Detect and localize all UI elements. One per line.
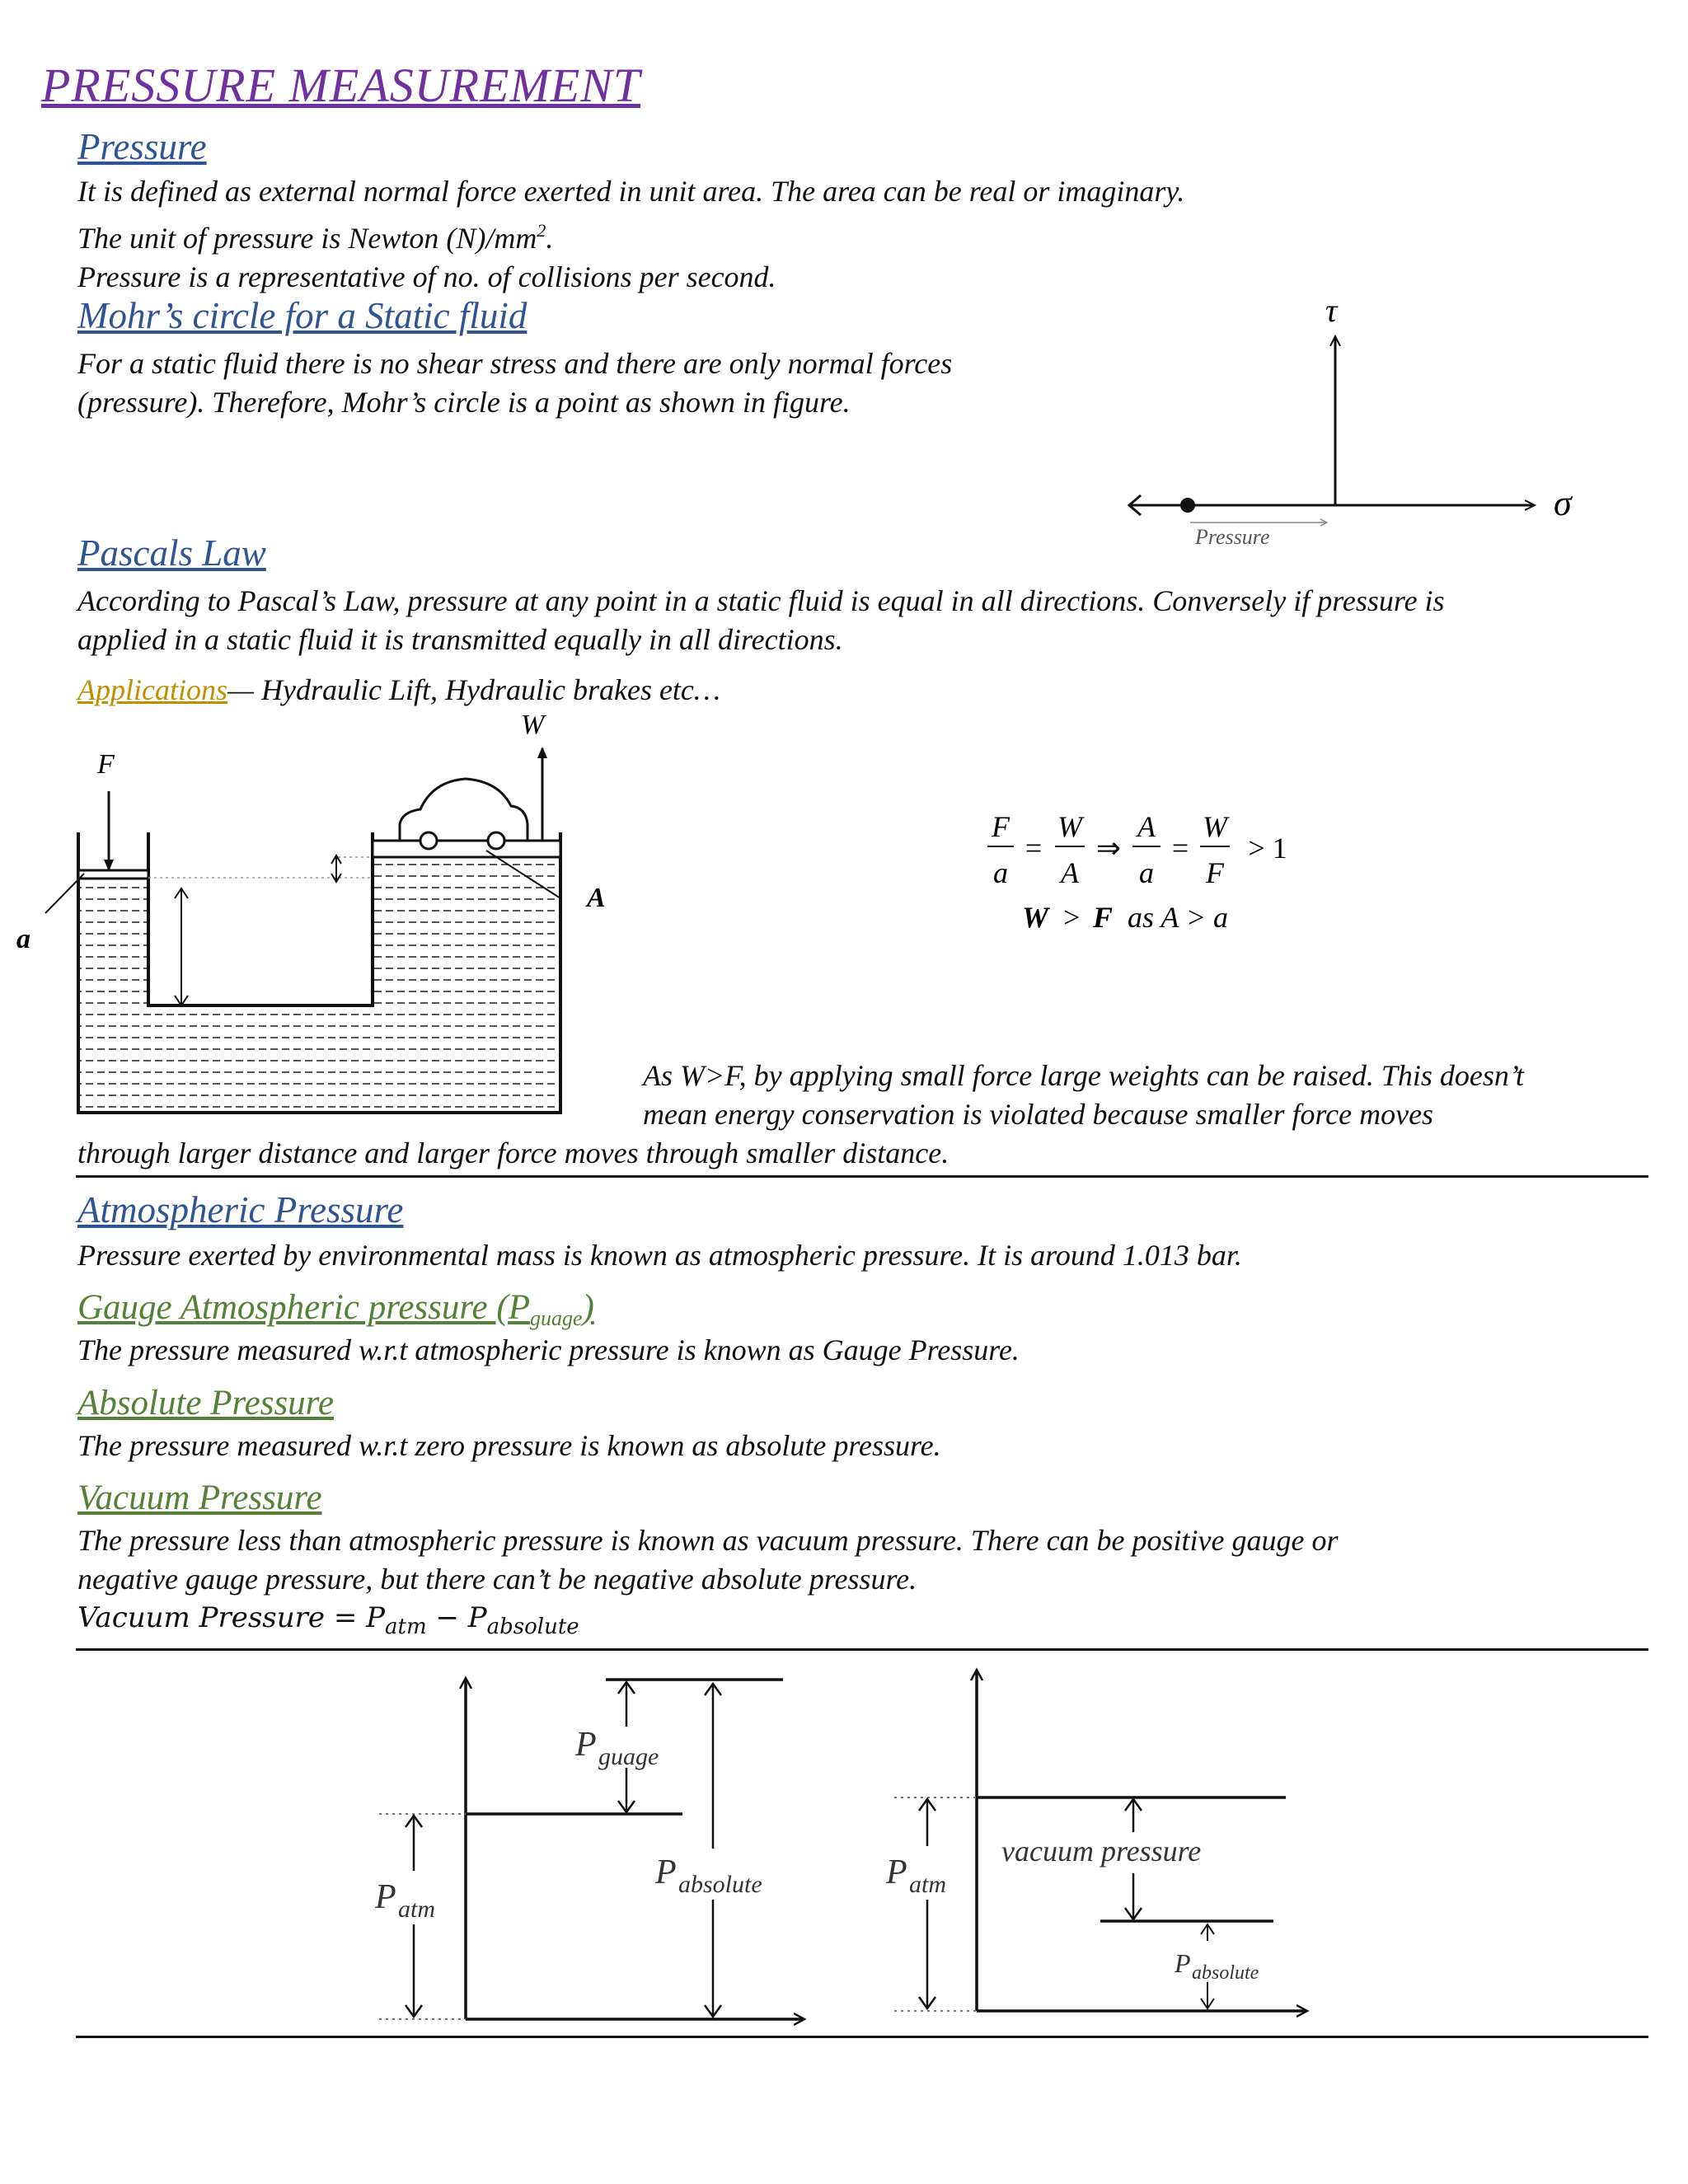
car-wheel-right <box>488 832 504 849</box>
pressure-text <box>77 172 1184 297</box>
area-a-label: a <box>16 924 30 954</box>
force-label: F <box>97 749 115 780</box>
patm-left-P: P <box>375 1878 396 1916</box>
pguage-P: P <box>575 1726 597 1764</box>
large-piston <box>373 841 560 857</box>
eq-gt-one: > 1 <box>1248 832 1287 865</box>
vacuum-formula <box>77 1599 1339 1647</box>
unit-period: . <box>546 222 554 255</box>
applications-link[interactable]: Applications <box>77 673 227 706</box>
eq-f4-den: F <box>1206 856 1224 889</box>
pascal-para-line-2: mean energy conservation is violated because smaller force moves <box>643 1098 1434 1131</box>
eq-f2-den: A <box>1061 856 1079 889</box>
vacuum-pressure-label: vacuum pressure <box>1001 1835 1202 1868</box>
gauge-heading-text: Gauge Atmospheric pressure (P <box>77 1288 530 1327</box>
vacuum-line-1: The pressure less than atmospheric pressure is known as vacuum pressure. There can be positive gauge or <box>77 1524 1339 1557</box>
gauge-heading <box>77 1287 594 1331</box>
unit-text: The unit of pressure is Newton (N)/mm <box>77 222 537 255</box>
gauge-line-1: The pressure measured w.r.t atmospheric pressure is known as Gauge Pressure. <box>77 1333 1020 1366</box>
mohr-heading: Mohr’s circle for a Static fluid <box>77 295 528 336</box>
mohr-text <box>77 344 952 422</box>
applications-text: — Hydraulic Lift, Hydraulic brakes etc… <box>227 673 720 706</box>
hydraulic-lift-figure <box>16 709 610 1121</box>
pabsolute-P: P <box>655 1854 677 1891</box>
vacuum-formula-p2: P <box>467 1601 487 1634</box>
eq2-gt: > <box>1063 901 1081 934</box>
pabsolute-sub: absolute <box>678 1871 762 1898</box>
vacuum-formula-lhs: Vacuum Pressure = <box>77 1601 358 1634</box>
fluid <box>78 857 560 1113</box>
vacuum-line-2: negative gauge pressure, but there can’t be negative absolute pressure. <box>77 1563 917 1596</box>
absolute-heading: Absolute Pressure <box>77 1384 334 1422</box>
pguage-sub: guage <box>598 1743 659 1770</box>
vacuum-formula-p2-sub: absolute <box>486 1615 579 1639</box>
atm-line-1: Pressure exerted by environmental mass is known as atmospheric pressure. It is around 1.013 bar. <box>77 1239 1242 1272</box>
pascal-line-2: applied in a static fluid it is transmitted equally in all directions. <box>77 623 843 656</box>
pressure-line-2 <box>77 211 1184 258</box>
pressure-line-3: Pressure is a representative of no. of collisions per second. <box>77 260 776 293</box>
eq2-F: F <box>1093 901 1114 934</box>
pabsolute-small-sub: absolute <box>1192 1962 1259 1984</box>
patm-right-P: P <box>886 1854 907 1891</box>
divider-2 <box>76 1648 1648 1651</box>
pascal-heading: Pascals Law <box>77 532 266 574</box>
patm-right-sub: atm <box>909 1871 946 1898</box>
eq-f2-num: W <box>1057 812 1082 843</box>
area-A-label: A <box>587 883 606 913</box>
eq2-W: W <box>1022 901 1049 934</box>
tau-label: τ <box>1325 297 1338 329</box>
gauge-heading-sub: guage <box>529 1306 583 1330</box>
vacuum-formula-p1: P <box>366 1601 386 1634</box>
pressure-heading: Pressure <box>77 126 207 167</box>
eq-f1-den: a <box>993 856 1008 889</box>
absolute-line-1: The pressure measured w.r.t zero pressure is known as absolute pressure. <box>77 1429 941 1462</box>
eq-equals-2: = <box>1171 832 1189 865</box>
eq-equals-1: = <box>1025 832 1043 865</box>
pressure-diagrams <box>354 1652 1343 2032</box>
pascal-equation <box>973 812 1319 944</box>
atm-heading: Atmospheric Pressure <box>77 1189 404 1230</box>
pressure-line-1: It is defined as external normal force exerted in unit area. The area can be real or imaginary. <box>77 175 1185 208</box>
vacuum-formula-p1-sub: atm <box>385 1615 427 1639</box>
sigma-label: σ <box>1554 483 1572 523</box>
gauge-heading-close: ) <box>582 1288 594 1327</box>
car <box>400 779 528 841</box>
eq-f3-num: A <box>1137 812 1156 843</box>
mohr-point <box>1180 498 1195 513</box>
car-wheel-left <box>420 832 437 849</box>
pascal-para-line-3: through larger distance and larger force moves through smaller distance. <box>77 1137 950 1169</box>
mohr-line-1: For a static fluid there is no shear stress and there are only normal forces <box>77 347 953 380</box>
vacuum-formula-minus: − <box>435 1601 459 1634</box>
small-piston <box>78 870 148 879</box>
page-title: PRESSURE MEASUREMENT <box>41 59 641 112</box>
pabsolute-small-P: P <box>1175 1948 1191 1978</box>
mohr-circle-figure <box>1104 297 1632 560</box>
gauge-diagram <box>374 1679 804 2019</box>
divider-1 <box>76 1175 1648 1178</box>
pressure-label: Pressure <box>1195 525 1270 549</box>
divider-3 <box>76 2036 1648 2038</box>
vacuum-text <box>77 1521 1339 1647</box>
eq-f3-den: a <box>1139 856 1154 889</box>
weight-label: W <box>521 710 545 740</box>
eq2-rest: as A > a <box>1128 901 1228 934</box>
pascal-para-top <box>643 1057 1524 1134</box>
pascal-line-1: According to Pascal’s Law, pressure at any point in a static fluid is equal in all directions. Conversely if pressure is <box>77 584 1445 617</box>
patm-left-sub: atm <box>398 1896 435 1923</box>
pascal-text <box>77 582 1445 659</box>
eq-implies: ⇒ <box>1095 832 1122 865</box>
mohr-line-2: (pressure). Therefore, Mohr’s circle is a point as shown in figure. <box>77 386 851 419</box>
vacuum-heading: Vacuum Pressure <box>77 1479 322 1517</box>
unit-superscript: 2 <box>537 220 546 241</box>
eq-f4-num: W <box>1203 812 1227 843</box>
eq-f1-num: F <box>992 812 1010 843</box>
vacuum-diagram <box>885 1671 1306 2011</box>
applications-line <box>77 671 720 710</box>
pascal-para-line-1: As W>F, by applying small force large weights can be raised. This doesn’t <box>643 1059 1524 1092</box>
